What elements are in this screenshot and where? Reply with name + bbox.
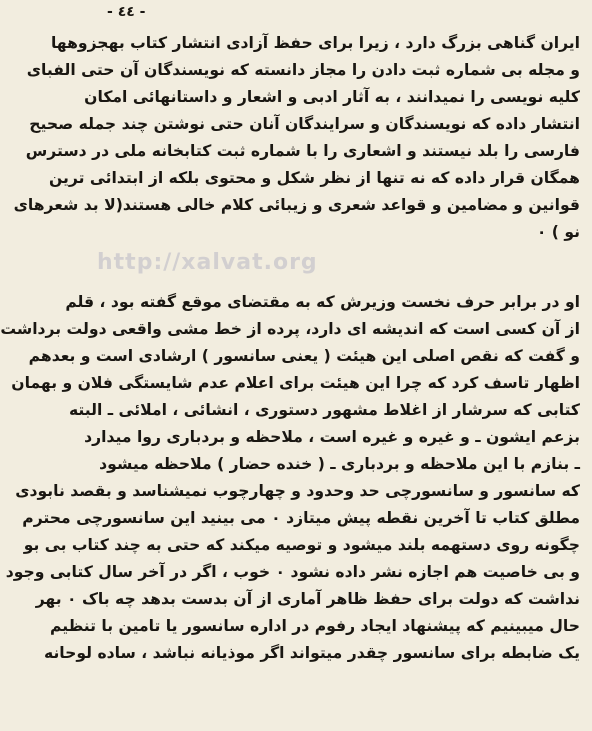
text-line: و مجله بی شماره ثبت دادن را مجاز دانسته که نویسندگان آن حتی الفبای (26, 61, 580, 79)
text-line: انتشار داده که نویسندگان و سرایندگان آنان حتی نوشتن چند جمله صحیح (29, 115, 580, 133)
text-line: بزعم ایشون ـ و غیره و غیره است ، ملاحظه و بردباری روا میدارد (84, 428, 580, 446)
paragraph-2 (0, 289, 580, 667)
text-line: او در برابر حرف نخست وزیرش که به مقتضای موقع گفته بود ، قلم (65, 293, 580, 311)
text-line: کلیه نویسی را نمیدانند ، به آثار ادبی و اشعار و داستانهائی امکان (84, 88, 580, 106)
text-line: اظهار تاسف کرد که چرا این هیئت برای اعلام عدم شایستگی فلان و بهمان (11, 374, 580, 392)
page-number: - ٤٤ - (107, 4, 146, 20)
text-line: که سانسور و سانسورچی حد وحدود و چهارچوب نمیشناسد و بقصد نابودی (15, 482, 580, 500)
text-line: یک ضابطه برای سانسور چقدر میتواند اگر موذیانه نباشد ، ساده لوحانه (44, 644, 580, 662)
text-line: و گفت که نقص اصلی این هیئت ( یعنی سانسور ) ارشادی است و بعدهم (28, 347, 580, 365)
text-line: از آن کسی است که اندیشه ای دارد، پرده از خط مشی واقعی دولت برداشت (0, 320, 580, 338)
text-line: کتابی که سرشار از اغلاط مشهور دستوری ، انشائی ، املائی ـ البته (68, 401, 580, 419)
paragraph-1 (13, 30, 580, 246)
text-line: همگان قرار داده که نه تنها از نظر شکل و محتوی بلکه از ابتدائی ترین (49, 169, 580, 187)
text-line: ایران گناهی بزرگ دارد ، زیرا برای حفظ آزادی انتشار کتاب بهجزوهها (50, 34, 580, 52)
text-line: نو ) ٠ (536, 223, 580, 241)
text-line: ـ بنازم با این ملاحظه و بردباری ـ ( خنده حضار ) ملاحظه میشود (99, 455, 580, 473)
text-line: مطلق کتاب تا آخرین نقطه پیش میتازد ٠ می بینید این سانسورچی محترم (22, 509, 580, 527)
text-line: چگونه روی دستهمه بلند میشود و توصیه میکند که حتی به چند کتاب بی بو (23, 536, 580, 554)
text-line: فارسی را بلد نیستند و اشعاری را با شماره ثبت کتابخانه ملی در دسترس (25, 142, 580, 160)
text-line: قوانین و مضامین و قواعد شعری و زیبائی کلام خالی هستند(لا بد شعرهای (13, 196, 580, 214)
text-line: و بی خاصیت هم اجازه نشر داده نشود ٠ خوب ، اگر در آخر سال کتابی وجود (5, 563, 580, 581)
text-line: نداشت که دولت برای حفظ ظاهر آماری از آن بدست بدهد چه باک ٠ بهر (35, 590, 580, 608)
text-line: حال میبینیم که پیشنهاد ایجاد رفوم در اداره سانسور یا تامین با تنظیم (49, 617, 580, 635)
watermark-url: http://xalvat.org (97, 250, 318, 275)
